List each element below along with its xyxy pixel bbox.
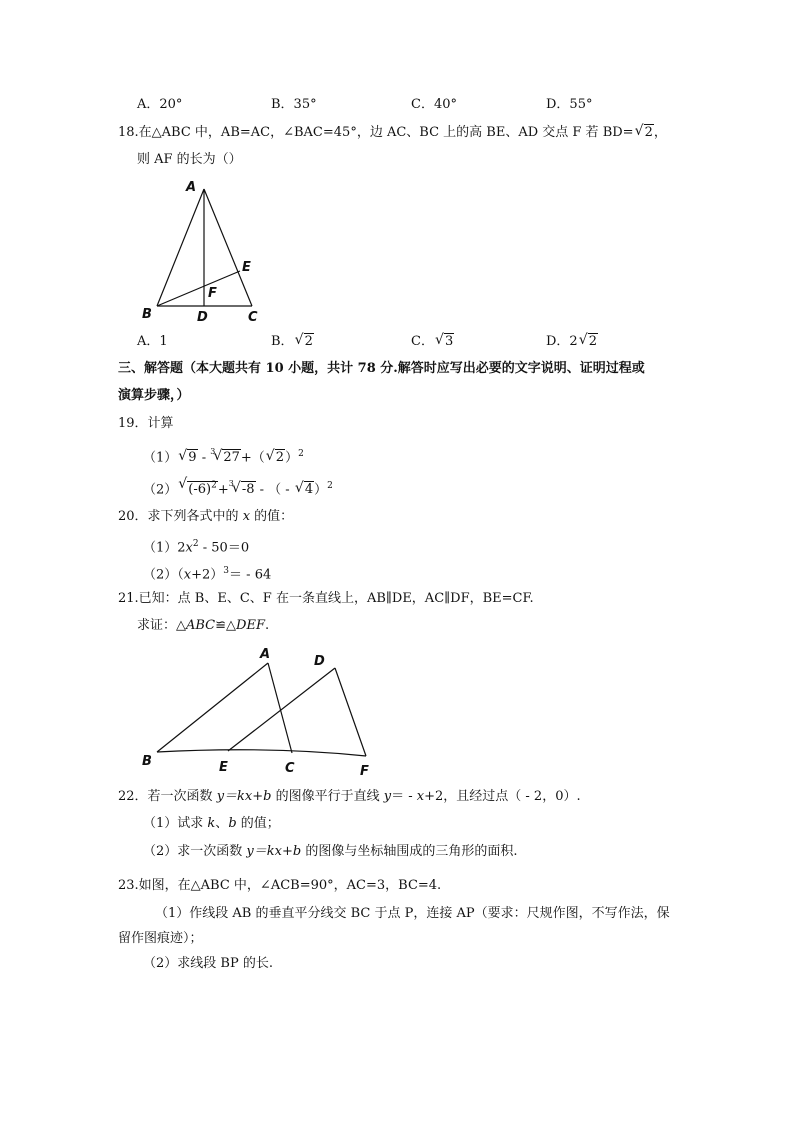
- q17-option-d: D．55°: [546, 97, 593, 112]
- q21-label-e: E: [219, 760, 228, 775]
- q22-part2: [143, 843, 517, 861]
- q21-triangles-figure: [130, 640, 390, 785]
- q18-question-line2: 则 AF 的长为（）: [137, 152, 242, 167]
- q19-title: 19．计算: [118, 416, 174, 431]
- q18-option-c-radicand: 3: [444, 334, 454, 349]
- q17-option-a: A．20°: [137, 97, 183, 112]
- q18-label-b: B: [142, 307, 152, 322]
- q18-option-d: [546, 333, 598, 351]
- q18-end: ，: [653, 125, 667, 140]
- q22-text-c: ＝ -: [391, 789, 417, 804]
- cbrt-symbol: [213, 449, 241, 467]
- section3-heading-line1: 三、解答题（本大题共有 10 小题，共计 78 分.解答时应写出必要的文字说明、证明过程或: [118, 361, 645, 376]
- q18-label-d: D: [197, 310, 208, 325]
- q21-label-f: F: [360, 764, 369, 779]
- q20-p2-label: （2）（: [143, 567, 184, 583]
- q19-p2-exponent: 2: [327, 481, 333, 491]
- q20-title-suffix: 的值：: [250, 509, 294, 524]
- q21-label-b: B: [142, 754, 152, 769]
- q20-title-var: x: [242, 509, 251, 524]
- q19-p1-radicand3: 2: [275, 450, 285, 466]
- q22-part1: [143, 815, 280, 833]
- q21-prove-prefix: 求证：△: [137, 618, 186, 633]
- q22-equation: y＝kx+b: [216, 789, 272, 804]
- sqrt-symbol: [178, 477, 218, 499]
- sqrt-symbol: [178, 449, 197, 467]
- q18-label-c: C: [248, 310, 258, 325]
- q21-prove: [137, 617, 269, 635]
- q18-option-d-radicand: 2: [588, 334, 597, 349]
- q18-triangle-figure: [130, 176, 280, 326]
- q21-prove-def: DEF: [236, 618, 265, 633]
- q23-part2: （2）求线段 BP 的长.: [143, 956, 273, 971]
- q18-option-d-prefix: D．2: [546, 334, 578, 349]
- q22-p1-k: k: [207, 816, 216, 831]
- q19-p2-root-index: 3: [228, 479, 234, 489]
- q19-p1-exponent: 2: [298, 449, 304, 459]
- q22-line-y: y: [383, 789, 392, 804]
- q19-p2-radicand3: 4: [304, 482, 314, 498]
- sqrt-symbol: [435, 333, 454, 351]
- q19-p2-radicand1-exponent: 2: [211, 481, 217, 491]
- q22-p2-equation: y＝kx+b: [246, 844, 302, 859]
- q21-prove-abc: ABC: [186, 618, 216, 633]
- q19-p1-close: ）: [285, 450, 299, 466]
- q21-segment-df: [335, 668, 366, 756]
- sqrt-symbol: [579, 333, 598, 351]
- q21-prove-end: .: [264, 618, 270, 633]
- q22-p1-c: 的值；: [236, 816, 280, 831]
- q21-segment-ab: [157, 663, 268, 752]
- q22-line-x: x: [416, 789, 425, 804]
- q20-p1-rest: - 50＝0: [198, 540, 250, 556]
- cbrt-symbol: [232, 481, 256, 499]
- q22-p2-b: 的图像与坐标轴围成的三角形的面积.: [301, 844, 518, 859]
- q18-label-a: A: [186, 180, 197, 195]
- q18-option-c: [411, 333, 454, 351]
- q18-text: 18.在△ABC 中，AB=AC，∠BAC=45°，边 AC、BC 上的高 BE、AD 交点 F 若 BD=: [118, 125, 634, 140]
- q17-option-c: C．40°: [411, 97, 457, 112]
- q18-label-f: F: [208, 286, 217, 301]
- q20-p2-exponent: 3: [223, 566, 230, 576]
- q19-p2-radicand2: -8: [241, 482, 255, 498]
- q18-option-b-prefix: B．: [271, 334, 294, 349]
- q18-option-c-prefix: C．: [411, 334, 434, 349]
- q22-p1-sep: 、: [215, 816, 229, 831]
- q20-p1-label: （1）2: [143, 540, 186, 556]
- sqrt-symbol: [295, 333, 314, 351]
- q21-prove-congruent: ≌△: [215, 618, 237, 633]
- q19-p1-root-index: 3: [210, 447, 216, 457]
- q20-part2: [143, 562, 271, 584]
- q19-p1-plus: +（: [240, 450, 265, 466]
- sqrt-symbol: [295, 481, 314, 499]
- q19-p2-close: ）: [314, 482, 328, 498]
- q20-p2-var: x: [183, 567, 192, 583]
- q19-p2-label: （2）: [143, 482, 178, 498]
- q20-p2-rest: ＝ - 64: [229, 567, 272, 583]
- q20-part1: [143, 535, 249, 557]
- q20-title: [118, 508, 293, 526]
- q19-p1-radicand2: 27: [223, 450, 240, 466]
- q19-p2-radicand1: (-6): [188, 482, 212, 498]
- q21-label-d: D: [314, 654, 325, 669]
- q19-p2-plus: +: [217, 482, 229, 498]
- section3-heading-line2: 演算步骤，）: [118, 388, 190, 403]
- q19-p1-minus: -: [197, 450, 211, 466]
- q19-part2: [143, 477, 333, 500]
- q18-question: [118, 124, 667, 142]
- q21-given: 21.已知：点 B、E、C、F 在一条直线上，AB∥DE，AC∥DF，BE=CF.: [118, 591, 534, 606]
- q18-segment-ab: [157, 189, 204, 306]
- q18-option-b-radicand: 2: [304, 334, 313, 349]
- q17-option-b: B．35°: [271, 97, 317, 112]
- q20-p1-var: x: [185, 540, 193, 556]
- q22-text-b: 的图像平行于直线: [271, 789, 384, 804]
- q20-title-prefix: 20．求下列各式中的: [118, 509, 243, 524]
- q23-question: 23.如图，在△ABC 中，∠ACB=90°，AC=3，BC=4.: [118, 878, 442, 893]
- q19-p1-radicand1: 9: [188, 450, 197, 466]
- q22-p1-a: （1）试求: [143, 816, 208, 831]
- q21-line-bf: [157, 750, 366, 756]
- q18-label-e: E: [242, 260, 251, 275]
- q22-text-d: +2，且经过点（ - 2，0）.: [424, 789, 581, 804]
- q19-p2-minus: - （ -: [255, 482, 294, 498]
- q18-bd-value: 2: [644, 125, 653, 140]
- q21-label-c: C: [285, 761, 295, 776]
- q19-p1-label: （1）: [143, 450, 178, 466]
- q18-option-b: [271, 333, 314, 351]
- q22-question: [118, 788, 581, 806]
- q18-option-a: A．1: [137, 334, 168, 349]
- q21-label-a: A: [260, 647, 271, 662]
- q21-segment-ed: [228, 668, 335, 751]
- q21-segment-ac: [268, 663, 292, 753]
- q19-part1: [143, 445, 304, 468]
- q22-p2-a: （2）求一次函数: [143, 844, 247, 859]
- q20-p2-mid: +2）: [191, 567, 224, 583]
- sqrt-symbol: [635, 124, 654, 142]
- q23-part1-line2: 留作图痕迹）；: [118, 931, 203, 946]
- q22-p1-b: b: [228, 816, 237, 831]
- q20-p1-exponent: 2: [192, 539, 199, 549]
- sqrt-symbol: [266, 449, 285, 467]
- q23-part1-line1: （1）作线段 AB 的垂直平分线交 BC 于点 P，连接 AP（要求：尺规作图，不写作法，保: [155, 906, 670, 921]
- q22-text-a: 22．若一次函数: [118, 789, 217, 804]
